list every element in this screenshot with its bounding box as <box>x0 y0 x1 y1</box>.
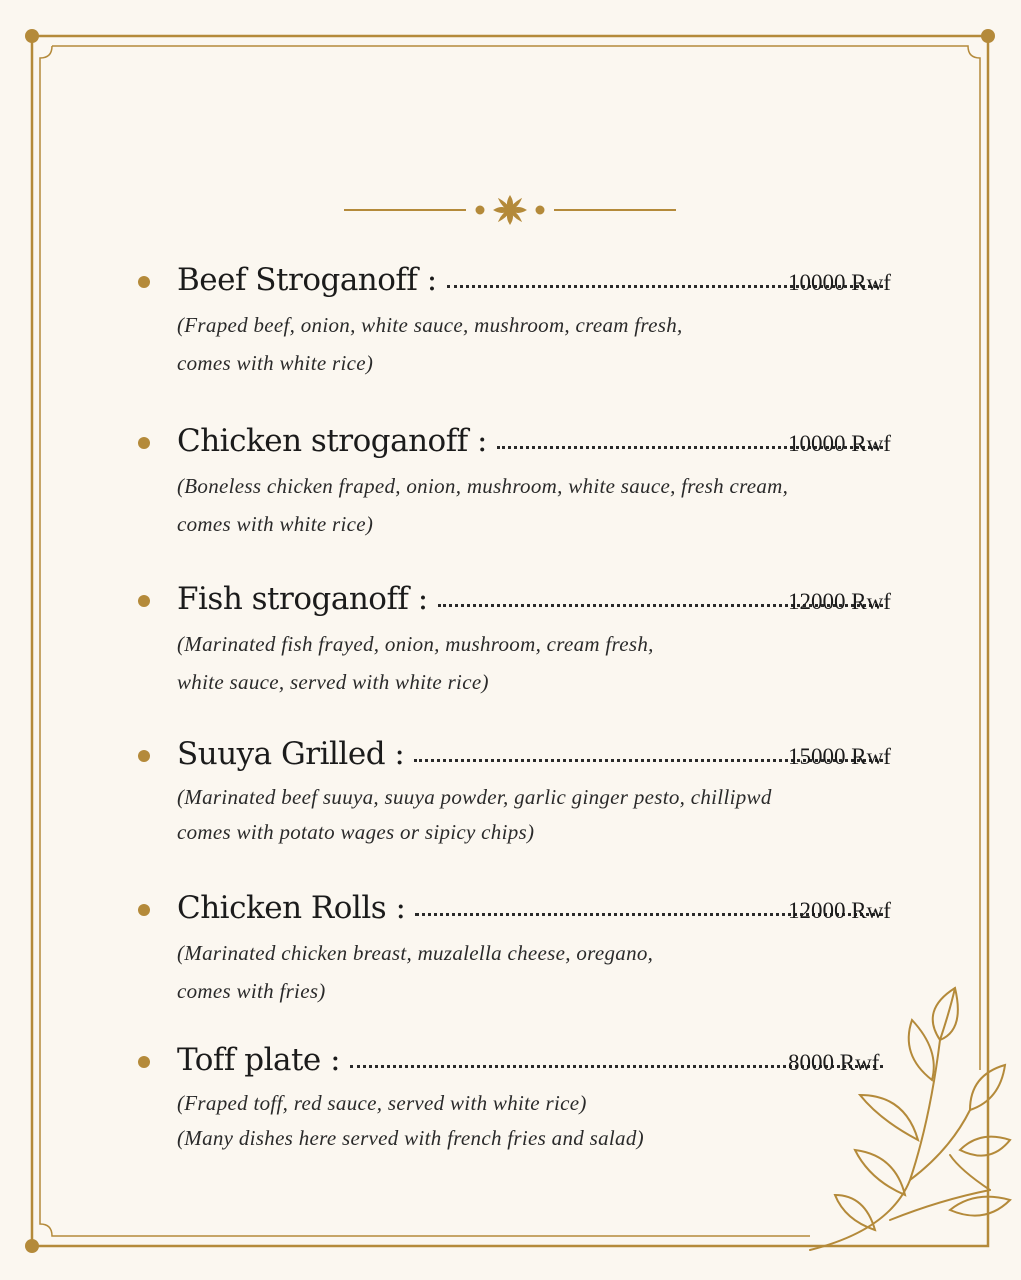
description-line: comes with potato wages or sipicy chips) <box>177 820 535 844</box>
menu-item-description <box>177 780 877 850</box>
menu-item-name: Toff plate : <box>177 1042 341 1078</box>
description-line: (Marinated chicken breast, muzalella cheese, oregano, <box>177 941 654 965</box>
bullet-dot-icon <box>138 276 150 288</box>
menu-item-description <box>177 467 877 543</box>
description-line: comes with fries) <box>177 979 326 1003</box>
menu-item-price: 12000 Rwf <box>788 898 891 923</box>
menu-item-name: Chicken Rolls : <box>177 890 406 926</box>
menu-item-name: Fish stroganoff : <box>177 581 428 617</box>
menu-item-description <box>177 306 877 382</box>
description-line: (Marinated fish frayed, onion, mushroom, cream fresh, <box>177 632 654 656</box>
bullet-dot-icon <box>138 595 150 607</box>
description-line: (Many dishes here served with french fries and salad) <box>177 1126 644 1150</box>
bullet-dot-icon <box>138 437 150 449</box>
menu-item-description <box>177 1086 877 1156</box>
description-line: comes with white rice) <box>177 351 374 375</box>
menu-item-name: Beef Stroganoff : <box>177 262 437 298</box>
menu-item-price: 10000 Rwf <box>788 270 891 295</box>
description-line: (Marinated beef suuya, suuya powder, garlic ginger pesto, chillipwd <box>177 785 772 809</box>
description-line: comes with white rice) <box>177 512 374 536</box>
menu-item-name: Suuya Grilled : <box>177 736 405 772</box>
menu-item-description <box>177 934 877 1010</box>
bullet-dot-icon <box>138 904 150 916</box>
menu-item-name: Chicken stroganoff : <box>177 423 487 459</box>
leaf-branch-icon <box>800 980 1021 1280</box>
menu-item-price: 10000 Rwf <box>788 431 891 456</box>
menu-item-price: 15000 Rwf <box>788 744 891 769</box>
menu-item-price: 8000 Rwf <box>788 1050 880 1075</box>
menu-item-price: 12000 Rwf <box>788 589 891 614</box>
menu-item-description <box>177 625 877 701</box>
description-line: (Fraped beef, onion, white sauce, mushroom, cream fresh, <box>177 313 683 337</box>
bullet-dot-icon <box>138 750 150 762</box>
description-line: white sauce, served with white rice) <box>177 670 489 694</box>
description-line: (Fraped toff, red sauce, served with white rice) <box>177 1091 587 1115</box>
description-line: (Boneless chicken fraped, onion, mushroom, white sauce, fresh cream, <box>177 474 789 498</box>
bullet-dot-icon <box>138 1056 150 1068</box>
